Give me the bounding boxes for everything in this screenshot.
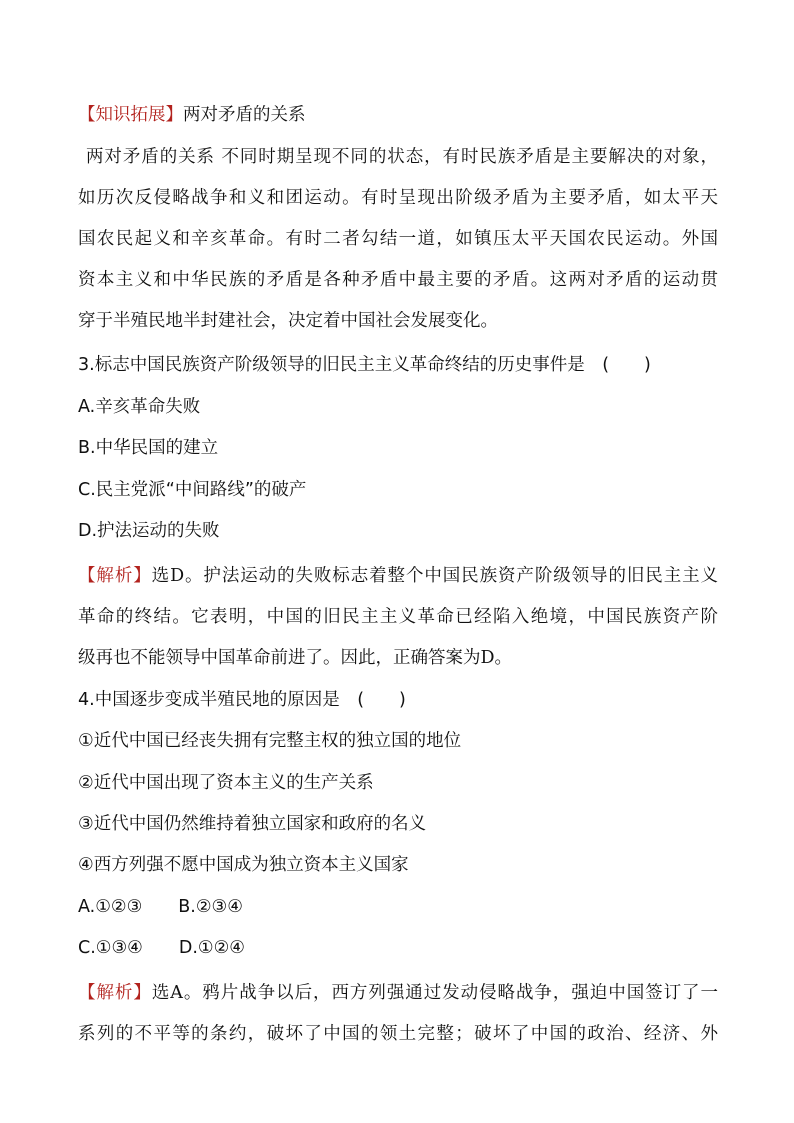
tag-bracket-close: 】 (165, 105, 183, 125)
knowledge-paragraph-line: 如历次反侵略战争和义和团运动。有时呈现出阶级矛盾为主要矛盾，如太平天 (78, 188, 718, 208)
question-3-option-a: A.辛亥革命失败 (78, 397, 201, 417)
knowledge-tag: 知识拓展 (95, 105, 166, 125)
question-4-option-c: C.①③④ (78, 938, 143, 958)
question-4-statement-4: ④西方列强不愿中国成为独立资本主义国家 (78, 855, 409, 875)
question-4-statement-1: ①近代中国已经丧失拥有完整主权的独立国的地位 (78, 731, 462, 751)
question-4-option-a: A.①②③ (78, 897, 143, 917)
knowledge-paragraph-line: 国农民起义和辛亥革命。有时二者勾结一道，如镇压太平天国农民运动。外国 (78, 229, 718, 249)
question-3-stem: 3.标志中国民族资产阶级领导的旧民主主义革命终结的历史事件是 ( ) (78, 355, 651, 375)
knowledge-heading (78, 103, 718, 127)
knowledge-paragraph-line: 资本主义和中华民族的矛盾是各种矛盾中最主要的矛盾。这两对矛盾的运动贯 (78, 270, 718, 290)
question-4-analysis-line: 系列的不平等的条约，破坏了中国的领土完整；破坏了中国的政治、经济、外 (78, 1024, 718, 1044)
question-4-options-row-2 (78, 936, 718, 960)
question-4-option-d: D.①②④ (178, 938, 245, 958)
question-3-option-c: C.民主党派“中间路线”的破产 (78, 480, 307, 500)
question-3-analysis-line (78, 564, 718, 588)
question-4-stem: 4.中国逐步变成半殖民地的原因是 ( ) (78, 690, 406, 710)
analysis-bracket-close: 】 (133, 983, 152, 1003)
question-4-analysis-text: 选A。鸦片战争以后，西方列强通过发动侵略战争，强迫中国签订了一 (151, 983, 719, 1003)
analysis-bracket-open: 【 (78, 983, 97, 1003)
analysis-bracket-open: 【 (78, 566, 97, 586)
question-4-options-row-1 (78, 895, 718, 919)
knowledge-paragraph-line: 两对矛盾的关系 不同时期呈现不同的状态，有时民族矛盾是主要解决的对象， (86, 147, 718, 167)
question-3-analysis-line: 级再也不能领导中国革命前进了。因此，正确答案为D。 (78, 648, 513, 668)
question-3-option-b: B.中华民国的建立 (78, 438, 219, 458)
knowledge-title: 两对矛盾的关系 (183, 105, 306, 125)
knowledge-paragraph-line: 穿于半殖民地半封建社会，决定着中国社会发展变化。 (78, 311, 498, 331)
analysis-bracket-close: 】 (133, 566, 152, 586)
analysis-tag: 解析 (96, 983, 134, 1003)
question-3-analysis-line: 革命的终结。它表明，中国的旧民主主义革命已经陷入绝境，中国民族资产阶 (78, 607, 718, 627)
question-4-analysis-line (78, 981, 718, 1005)
question-4-option-b: B.②③④ (178, 897, 243, 917)
question-3-analysis-text: 选D。护法运动的失败标志着整个中国民族资产阶级领导的旧民主主义 (151, 566, 719, 586)
question-3-option-d: D.护法运动的失败 (78, 521, 220, 541)
tag-bracket-open: 【 (78, 105, 96, 125)
question-4-statement-3: ③近代中国仍然维持着独立国家和政府的名义 (78, 814, 427, 834)
analysis-tag: 解析 (96, 566, 134, 586)
question-4-statement-2: ②近代中国出现了资本主义的生产关系 (78, 773, 374, 793)
